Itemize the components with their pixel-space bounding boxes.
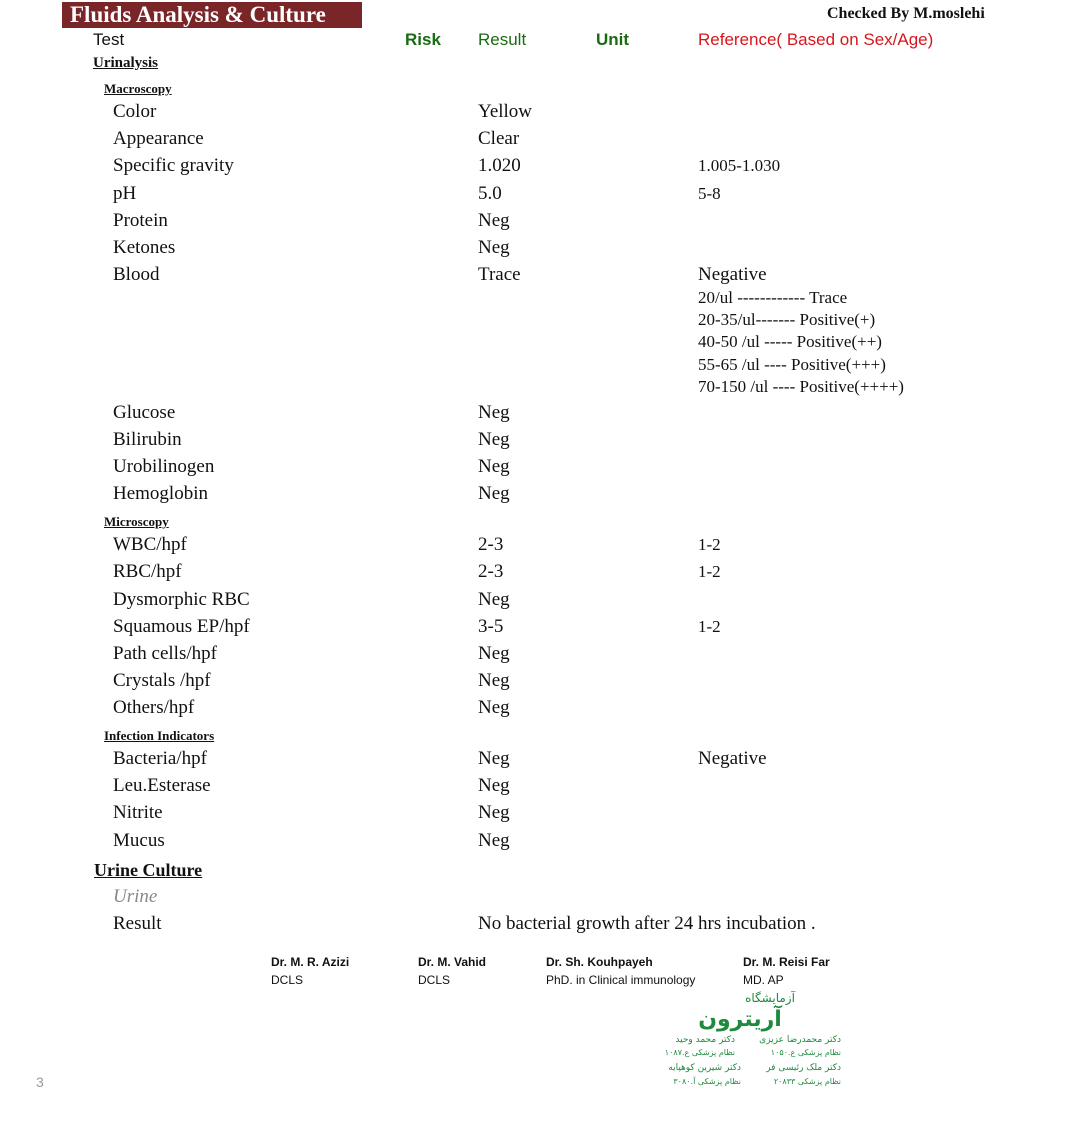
- test-name: Blood: [113, 264, 160, 285]
- blood-reference-line: 40-50 /ul ----- Positive(++): [698, 332, 882, 351]
- test-result: Neg: [478, 210, 510, 231]
- test-result: Neg: [478, 483, 510, 504]
- test-name: Specific gravity: [113, 155, 234, 176]
- test-result: Neg: [478, 643, 510, 664]
- test-result: Neg: [478, 402, 510, 423]
- test-name: Leu.Esterase: [113, 775, 211, 796]
- signature-block: [546, 953, 695, 989]
- stamp-line: دکتر محمد وحید: [675, 1035, 735, 1045]
- test-result: 5.0: [478, 183, 502, 204]
- test-reference: Negative: [698, 748, 767, 769]
- test-result: Neg: [478, 748, 510, 769]
- header-test: Test: [93, 30, 125, 49]
- signature-name: Dr. M. Vahid: [418, 955, 487, 969]
- test-reference: Negative: [698, 264, 767, 285]
- test-name: Nitrite: [113, 802, 163, 823]
- signature-name: Dr. M. R. Azizi: [271, 955, 350, 969]
- subsection-microscopy: Microscopy: [104, 514, 169, 529]
- stamp-line: نظام پزشکی ع.۱۰۸۷: [664, 1048, 735, 1057]
- test-result: 2-3: [478, 561, 504, 582]
- header-result: Result: [478, 30, 527, 49]
- test-reference: 1.005-1.030: [698, 156, 781, 175]
- test-result: Neg: [478, 237, 510, 258]
- test-result: 1.020: [478, 155, 521, 176]
- test-name: pH: [113, 183, 137, 204]
- stamp-line: نظام پزشکی ۲۰۸۳۳: [773, 1077, 841, 1086]
- signature-block: [418, 953, 486, 989]
- header-risk: Risk: [405, 30, 441, 49]
- test-name: Mucus: [113, 830, 165, 851]
- test-name: Path cells/hpf: [113, 643, 217, 664]
- test-name: Squamous EP/hpf: [113, 616, 250, 637]
- test-result: 3-5: [478, 616, 504, 637]
- signature-title: DCLS: [418, 973, 451, 987]
- test-result: Neg: [478, 697, 510, 718]
- test-result: Neg: [478, 775, 510, 796]
- signature-block: [271, 953, 349, 989]
- test-name: WBC/hpf: [113, 534, 187, 555]
- subsection-macroscopy: Macroscopy: [104, 81, 172, 96]
- specimen-label: Urine: [113, 886, 158, 907]
- test-reference: 1-2: [698, 617, 721, 636]
- blood-reference-line: 20-35/ul------- Positive(+): [698, 310, 876, 329]
- test-result: Neg: [478, 802, 510, 823]
- lab-stamp: [645, 986, 845, 1091]
- test-name: Hemoglobin: [113, 483, 208, 504]
- test-name: Urobilinogen: [113, 456, 215, 477]
- test-result: 2-3: [478, 534, 504, 555]
- test-result: Yellow: [478, 101, 533, 122]
- header-unit: Unit: [596, 30, 630, 49]
- stamp-line: دکتر ملک رئیسی فر: [766, 1063, 841, 1073]
- test-name: Color: [113, 101, 157, 122]
- signature-name: Dr. Sh. Kouhpayeh: [546, 955, 653, 969]
- blood-reference-line: 20/ul ------------ Trace: [698, 288, 848, 307]
- test-result: Clear: [478, 128, 520, 149]
- test-reference: 1-2: [698, 562, 721, 581]
- test-result: Neg: [478, 429, 510, 450]
- subsection-infection-indicators: Infection Indicators: [104, 728, 215, 743]
- test-result: Trace: [478, 264, 521, 285]
- test-result: Neg: [478, 830, 510, 851]
- test-reference: 5-8: [698, 184, 721, 203]
- header-reference: Reference( Based on Sex/Age): [698, 30, 934, 49]
- signature-block: [743, 953, 830, 989]
- stamp-lab-name: آریترون: [698, 1007, 782, 1032]
- test-result: Neg: [478, 589, 510, 610]
- test-name: Appearance: [113, 128, 204, 149]
- culture-result-value: No bacterial growth after 24 hrs incubation .: [478, 913, 816, 934]
- blood-reference-line: 70-150 /ul ---- Positive(++++): [698, 377, 904, 396]
- test-reference: 1-2: [698, 535, 721, 554]
- signature-title: DCLS: [271, 973, 304, 987]
- test-name: Bacteria/hpf: [113, 748, 207, 769]
- test-name: RBC/hpf: [113, 561, 182, 582]
- signature-name: Dr. M. Reisi Far: [743, 955, 830, 969]
- checked-by: Checked By M.moslehi: [827, 5, 985, 22]
- page-number: 3: [36, 1074, 44, 1090]
- blood-reference-line: 55-65 /ul ---- Positive(+++): [698, 355, 886, 374]
- stamp-line: دکتر محمدرضا عزیزی: [759, 1035, 841, 1045]
- signature-title: PhD. in Clinical immunology: [546, 973, 696, 987]
- section-urine-culture: Urine Culture: [94, 860, 203, 880]
- stamp-line: نظام پزشکی آ.۳۰۸۰: [673, 1077, 741, 1086]
- test-name: Glucose: [113, 402, 176, 423]
- test-name: Ketones: [113, 237, 176, 258]
- test-result: Neg: [478, 670, 510, 691]
- report-title: Fluids Analysis & Culture: [62, 2, 362, 28]
- test-name: Others/hpf: [113, 697, 195, 718]
- section-urinalysis: Urinalysis: [93, 55, 159, 71]
- test-result: Neg: [478, 456, 510, 477]
- culture-result-label: Result: [113, 913, 162, 934]
- test-name: Dysmorphic RBC: [113, 589, 250, 610]
- stamp-lab-label: آزمایشگاه: [745, 991, 795, 1005]
- stamp-line: دکتر شیرین کوهپایه: [668, 1063, 741, 1073]
- test-name: Bilirubin: [113, 429, 182, 450]
- stamp-line: نظام پزشکی ع.۱۰۵۰: [770, 1048, 841, 1057]
- signature-title: MD. AP: [743, 973, 784, 987]
- test-name: Crystals /hpf: [113, 670, 211, 691]
- test-name: Protein: [113, 210, 168, 231]
